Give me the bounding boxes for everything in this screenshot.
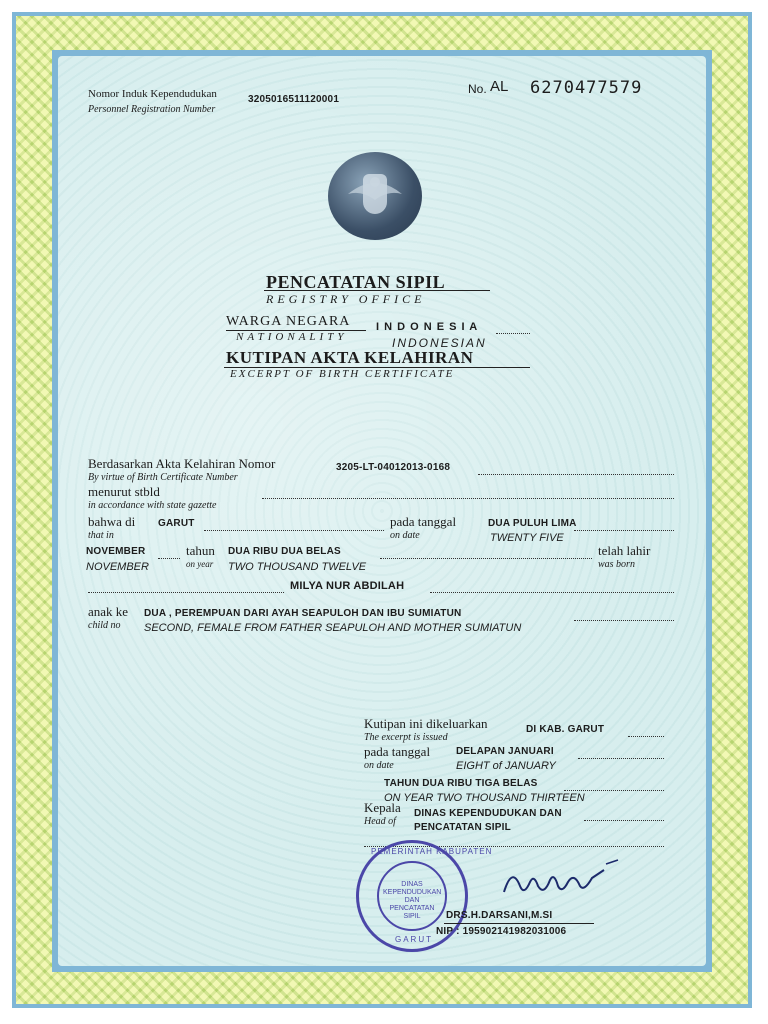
issued-place-value: DI KAB. GARUT (526, 724, 605, 735)
birth-year-value: DUA RIBU DUA BELAS (228, 546, 341, 557)
birth-date-label-en: on date (390, 530, 420, 541)
stbld-dots (262, 498, 674, 499)
nationality-dots (496, 333, 530, 334)
official-nip: NIP : 195902141982031006 (436, 926, 567, 937)
nationality-value-en: INDONESIAN (392, 336, 487, 350)
stamp-outer-text-bottom: GARUT (395, 935, 433, 944)
birth-date-label: pada tanggal (390, 514, 457, 529)
cert-number-label: Berdasarkan Akta Kelahiran Nomor (88, 456, 276, 471)
issued-year-dots (564, 790, 664, 791)
child-order-dots (574, 620, 674, 621)
child-name-value: MILYA NUR ABDILAH (290, 580, 405, 592)
issued-date-value-en: EIGHT of JANUARY (456, 760, 556, 772)
issued-year-value-en: ON YEAR TWO THOUSAND THIRTEEN (384, 792, 585, 804)
birth-date-value-en: TWENTY FIVE (490, 532, 564, 544)
issued-date-label: pada tanggal (364, 744, 431, 759)
place-label-en: that in (88, 530, 114, 541)
official-name-underline (444, 923, 594, 924)
head-of-value-line2: PENCATATAN SIPIL (414, 822, 511, 833)
child-name-dots-left (88, 592, 284, 593)
cert-number-dots (478, 474, 674, 475)
child-order-label: anak ke (88, 604, 129, 619)
birth-year-label-en: on year (186, 559, 214, 569)
nik-label: Nomor Induk Kependudukan (88, 88, 217, 100)
serial-no-value: 6270477579 (530, 78, 643, 98)
head-of-dots-1 (584, 820, 664, 821)
birth-month-value: NOVEMBER (86, 546, 146, 557)
child-order-label-en: child no (88, 620, 121, 631)
title-registry: PENCATATAN SIPIL (266, 272, 446, 292)
issued-label-en: The excerpt is issued (364, 732, 448, 743)
issued-place-dots (628, 736, 664, 737)
nationality-label-en: NATIONALITY (236, 331, 348, 343)
head-of-label-en: Head of (364, 816, 396, 827)
issued-date-value: DELAPAN JANUARI (456, 746, 554, 757)
garuda-emblem-icon (328, 152, 422, 240)
cert-number-label-en: By virtue of Birth Certificate Number (88, 472, 238, 483)
stbld-label-en: in accordance with state gazette (88, 500, 217, 511)
nationality-value: I N D O N E S I A (376, 321, 479, 333)
title-excerpt: KUTIPAN AKTA KELAHIRAN (226, 348, 474, 367)
nik-label-en: Personnel Registration Number (88, 104, 216, 115)
birth-year-label: tahun (186, 543, 215, 558)
stamp-inner-text: DINAS KEPENDUDUKAN DAN PENCATATAN SIPIL (383, 881, 442, 920)
serial-no-prefix: AL (490, 78, 509, 95)
child-name-dots-right (430, 592, 674, 593)
stbld-label: menurut stbld (88, 484, 160, 499)
place-value: GARUT (158, 518, 195, 529)
stamp-inner-ring (377, 861, 447, 931)
title-registry-en: REGISTRY OFFICE (266, 292, 426, 306)
signature-icon (494, 856, 624, 904)
official-name: DRS.H.DARSANI,M.SI (446, 910, 553, 921)
birth-date-dots (574, 530, 674, 531)
birth-date-value: DUA PULUH LIMA (488, 518, 577, 529)
serial-no-label: No. (468, 82, 487, 96)
issued-label: Kutipan ini dikeluarkan (364, 716, 488, 731)
issued-date-label-en: on date (364, 760, 394, 771)
place-label: bahwa di (88, 514, 136, 529)
birth-year-dots (380, 558, 592, 559)
born-label: telah lahir (598, 543, 651, 558)
cert-number-value: 3205-LT-04012013-0168 (336, 462, 451, 473)
issued-date-dots (578, 758, 664, 759)
place-dots (204, 530, 384, 531)
title-excerpt-en: EXCERPT OF BIRTH CERTIFICATE (230, 368, 455, 380)
head-of-label: Kepala (364, 800, 401, 815)
birth-month-value-en: NOVEMBER (86, 561, 149, 573)
child-order-value: DUA , PEREMPUAN DARI AYAH SEAPULOH DAN IBU SUMIATUN (144, 608, 462, 619)
stamp-outer-text-top: PEMERINTAH KABUPATEN (371, 847, 493, 856)
head-of-value-line1: DINAS KEPENDUDUKAN DAN (414, 808, 562, 819)
birth-month-dots (158, 558, 180, 559)
nik-value: 3205016511120001 (248, 94, 340, 105)
issued-year-value: TAHUN DUA RIBU TIGA BELAS (384, 778, 538, 789)
child-order-value-en: SECOND, FEMALE FROM FATHER SEAPULOH AND MOTHER SUMIATUN (144, 622, 522, 634)
born-label-en: was born (598, 559, 635, 570)
birth-year-value-en: TWO THOUSAND TWELVE (228, 561, 367, 573)
nationality-label: WARGA NEGARA (226, 314, 351, 329)
title-underline (264, 290, 490, 291)
